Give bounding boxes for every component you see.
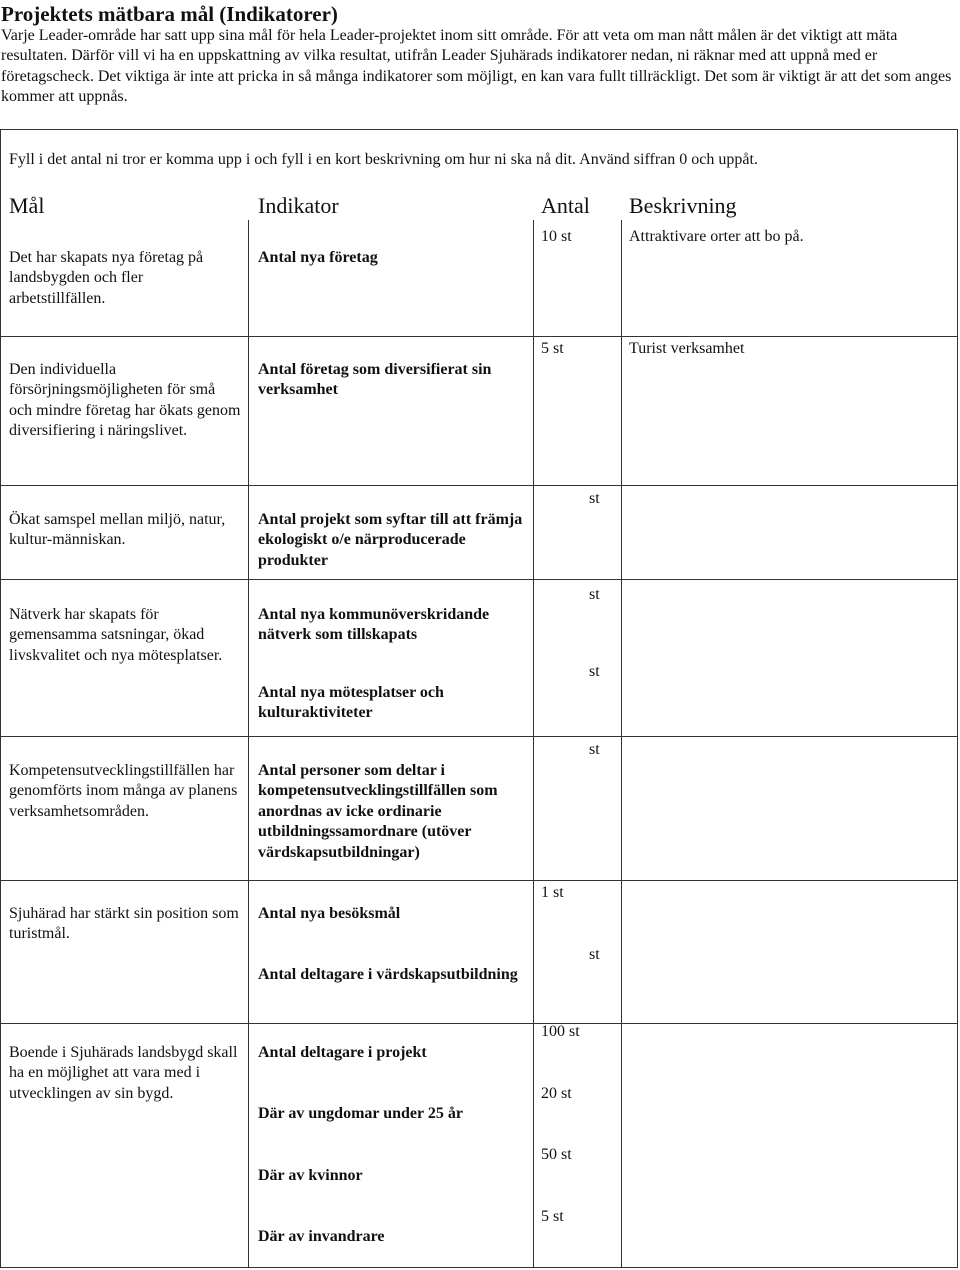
- row-divider: [1, 579, 957, 580]
- count-field[interactable]: 1 st: [541, 884, 564, 901]
- column-header-indicator: Indikator: [258, 193, 339, 218]
- count-field[interactable]: 20 st: [541, 1085, 572, 1102]
- count-field[interactable]: st: [589, 663, 600, 680]
- indicator-cell: Antal nya besöksmål: [258, 905, 401, 922]
- description-field[interactable]: Turist verksamhet: [629, 340, 745, 357]
- indicator-cell: Där av kvinnor: [258, 1167, 363, 1184]
- indicator-cell: Antal personer som deltar i kompetensutvecklingstillfällen som anordnas av icke ordinarie utbildningssamordnare (utöver värdskapsutbildningar): [258, 762, 498, 861]
- count-field[interactable]: st: [589, 490, 600, 507]
- column-header-goal: Mål: [9, 193, 45, 218]
- column-divider: [533, 220, 534, 1268]
- goal-cell: Den individuella försörjningsmöjligheten för små och mindre företag har ökats genom diversifiering i näringslivet.: [9, 361, 241, 440]
- goal-cell: Nätverk har skapats för gemensamma satsningar, ökad livskvalitet och nya mötesplatser.: [9, 606, 223, 664]
- column-divider: [248, 220, 249, 1268]
- column-header-description: Beskrivning: [629, 193, 737, 218]
- indicator-cell: Där av ungdomar under 25 år: [258, 1105, 463, 1122]
- page-title: Projektets mätbara mål (Indikatorer): [1, 2, 338, 26]
- indicator-cell: Antal projekt som syftar till att främja ekologiskt o/e närproducerade produkter: [258, 511, 523, 569]
- row-divider: [1, 336, 957, 337]
- count-field[interactable]: 50 st: [541, 1146, 572, 1163]
- indicator-form: [0, 129, 958, 1268]
- indicator-cell: Antal deltagare i värdskapsutbildning: [258, 966, 518, 983]
- instruction-text: Fyll i det antal ni tror er komma upp i och fyll i en kort beskrivning om hur ni ska nå dit. Använd siffran 0 och uppåt.: [9, 151, 758, 168]
- count-field[interactable]: 10 st: [541, 228, 572, 245]
- count-field[interactable]: 5 st: [541, 340, 564, 357]
- indicator-cell: Antal nya kommunöverskridande nätverk som tillskapats: [258, 606, 490, 644]
- count-field[interactable]: st: [589, 946, 600, 963]
- goal-cell: Boende i Sjuhärads landsbygd skall ha en möjlighet att vara med i utvecklingen av sin bygd.: [9, 1044, 238, 1102]
- row-divider: [1, 485, 957, 486]
- indicator-cell: Antal företag som diversifierat sin verksamhet: [258, 361, 492, 399]
- count-field[interactable]: st: [589, 741, 600, 758]
- count-field[interactable]: 5 st: [541, 1208, 564, 1225]
- row-divider: [1, 1023, 957, 1024]
- indicator-cell: Där av invandrare: [258, 1228, 385, 1245]
- description-field[interactable]: Attraktivare orter att bo på.: [629, 228, 804, 245]
- goal-cell: Kompetensutvecklingstillfällen har genomförts inom många av planens verksamhetsområden.: [9, 762, 238, 820]
- count-field[interactable]: 100 st: [541, 1023, 580, 1040]
- row-divider: [1, 880, 957, 881]
- goal-cell: Ökat samspel mellan miljö, natur, kultur-människan.: [9, 511, 226, 549]
- indicator-cell: Antal deltagare i projekt: [258, 1044, 427, 1061]
- intro-text: Varje Leader-område har satt upp sina mål för hela Leader-projektet inom sitt område. För att veta om man nått målen är det viktigt att mäta resultaten. Därför vill vi ha en uppskattning av vilka resultat, utifrån Leader Sjuhärads indikatorer nedan, ni räknar med att uppnå med er företagscheck. Det viktiga är inte att pricka in så många indikatorer som möjligt, en kan vara fullt tillräckligt. Det som är viktigt är att det som anges kommer att uppnås.: [1, 27, 952, 106]
- count-field[interactable]: st: [589, 586, 600, 603]
- column-header-count: Antal: [541, 193, 590, 218]
- goal-cell: Det har skapats nya företag på landsbygden och fler arbetstillfällen.: [9, 249, 204, 307]
- goal-cell: Sjuhärad har stärkt sin position som turistmål.: [9, 905, 239, 943]
- indicator-cell: Antal nya företag: [258, 249, 378, 266]
- indicator-cell: Antal nya mötesplatser och kulturaktiviteter: [258, 684, 444, 722]
- row-divider: [1, 736, 957, 737]
